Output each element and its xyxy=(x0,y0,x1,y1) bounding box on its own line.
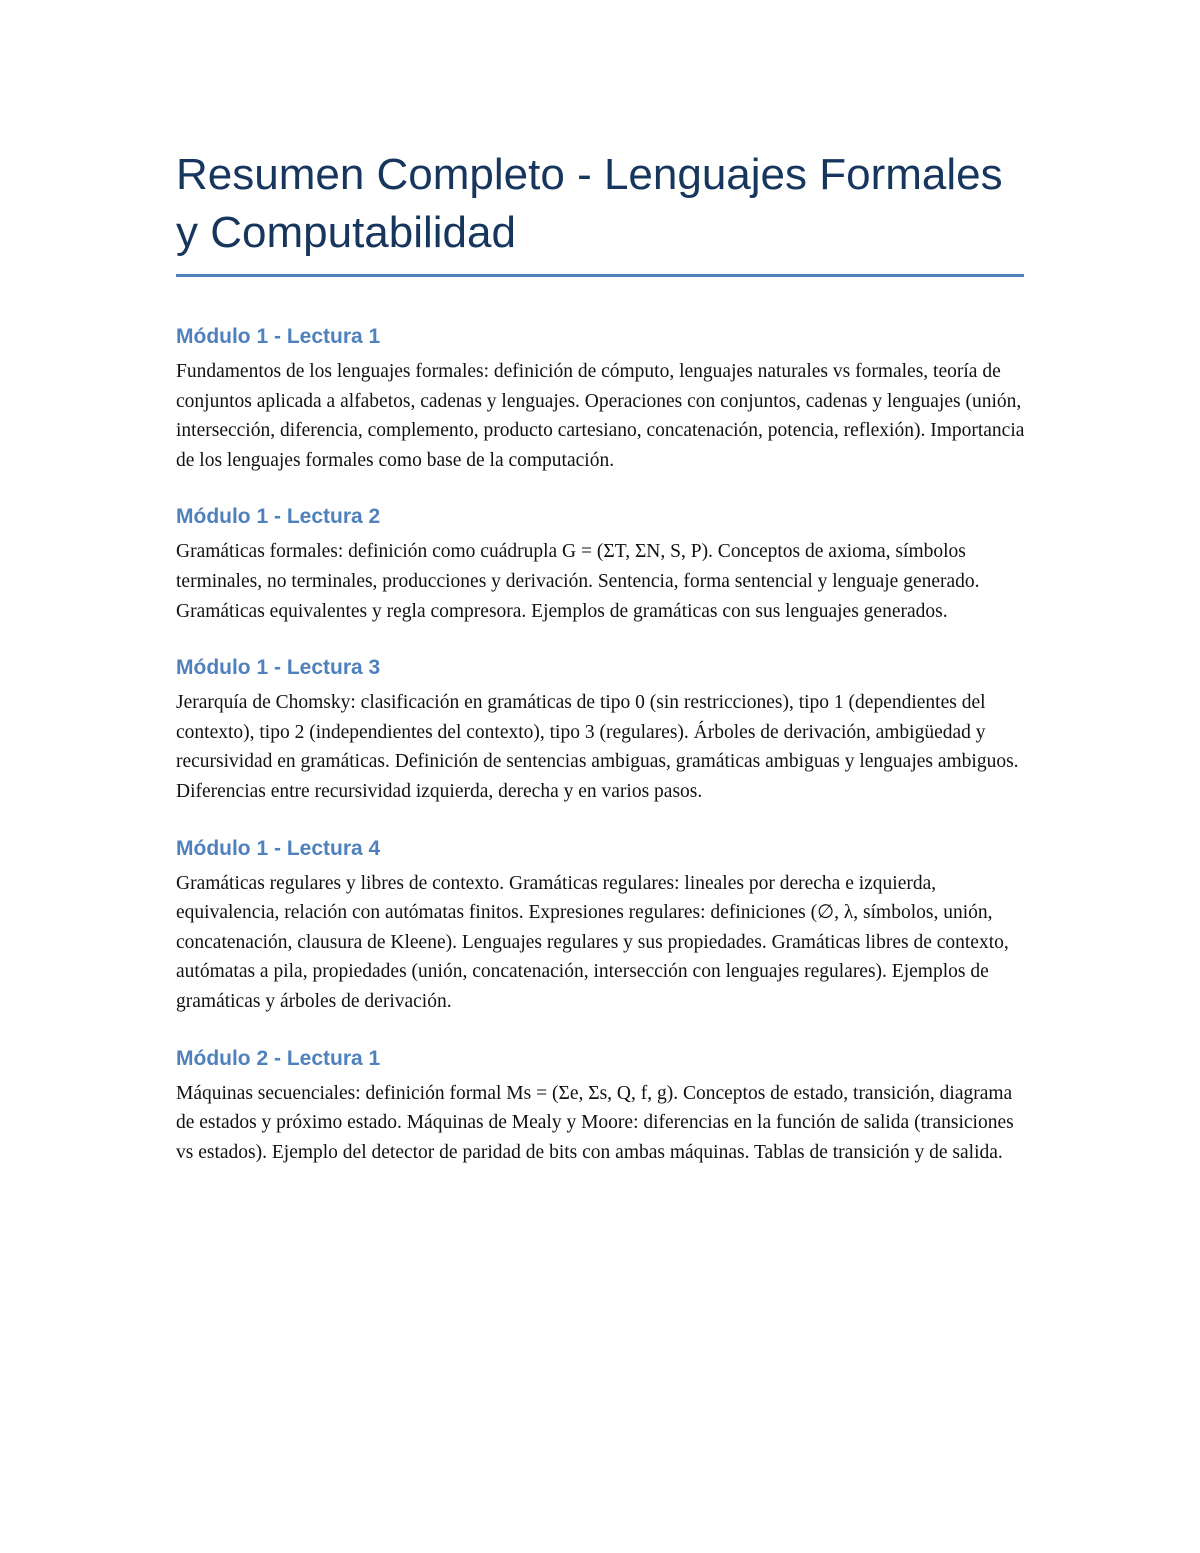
section-heading: Módulo 1 - Lectura 4 xyxy=(176,836,381,860)
section-modulo-1-lectura-1 xyxy=(176,323,1026,475)
title-underline xyxy=(176,274,1024,277)
section-heading: Módulo 2 - Lectura 1 xyxy=(176,1046,381,1070)
section-body: Gramáticas formales: definición como cuádrupla G = (ΣT, ΣN, S, P). Conceptos de axioma, símbolos terminales, no terminales, producciones y derivación. Sentencia, forma sentencial y lenguaje generado. Gramáticas equivalentes y regla compresora. Ejemplos de gramáticas con sus lenguajes generados. xyxy=(176,541,980,622)
section-body: Gramáticas regulares y libres de contexto. Gramáticas regulares: lineales por derecha e izquierda, equivalencia, relación con autómatas finitos. Expresiones regulares: definiciones (∅, λ, símbolos, unión, concatenación, clausura de Kleene). Lenguajes regulares y sus propiedades. Gramáticas libres de contexto, autómatas a pila, propiedades (unión, concatenación, intersección con lenguajes regulares). Ejemplos de gramáticas y árboles de derivación. xyxy=(176,872,1009,1012)
section-modulo-1-lectura-2 xyxy=(176,503,1026,626)
section-modulo-1-lectura-4 xyxy=(176,835,1026,1017)
section-heading: Módulo 1 - Lectura 3 xyxy=(176,656,381,680)
section-modulo-2-lectura-1 xyxy=(176,1045,1026,1168)
section-modulo-1-lectura-3 xyxy=(176,654,1026,806)
document-title: Resumen Completo - Lenguajes Formales y Computabilidad xyxy=(176,150,1003,257)
section-heading: Módulo 1 - Lectura 2 xyxy=(176,505,381,529)
section-body: Jerarquía de Chomsky: clasificación en gramáticas de tipo 0 (sin restricciones), tipo 1 (dependientes del contexto), tipo 2 (independientes del contexto), tipo 3 (regulares). Árboles de derivación, ambigüedad y recursividad en gramáticas. Definición de sentencias ambiguas, gramáticas ambiguas y lenguajes ambiguos. Diferencias entre recursividad izquierda, derecha y en varios pasos. xyxy=(176,692,1019,802)
section-body: Fundamentos de los lenguajes formales: definición de cómputo, lenguajes naturales vs formales, teoría de conjuntos aplicada a alfabetos, cadenas y lenguajes. Operaciones con conjuntos, cadenas y lenguajes (unión, intersección, diferencia, complemento, producto cartesiano, concatenación, potencia, reflexión). Importancia de los lenguajes formales como base de la computación. xyxy=(176,361,1025,471)
section-heading: Módulo 1 - Lectura 1 xyxy=(176,325,381,348)
section-body: Máquinas secuenciales: definición formal Ms = (Σe, Σs, Q, f, g). Conceptos de estado, transición, diagrama de estados y próximo estado. Máquinas de Mealy y Moore: diferencias en la función de salida (transiciones vs estados). Ejemplo del detector de paridad de bits con ambas máquinas. Tablas de transición y de salida. xyxy=(176,1082,1014,1163)
document-page xyxy=(176,146,1026,1195)
